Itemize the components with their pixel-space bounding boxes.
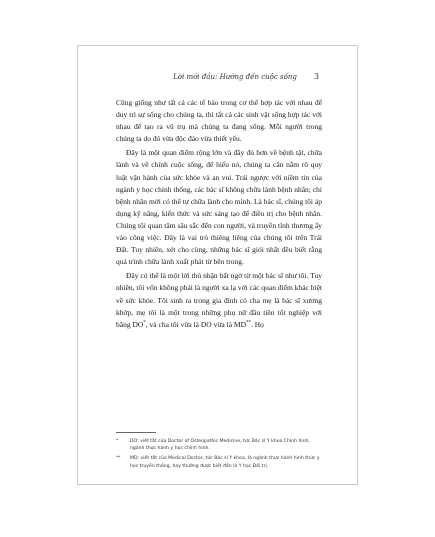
footnote-divider xyxy=(116,432,156,433)
paragraph-3-part-1: Đây có thể là một lời thú nhận bất ngờ từ một bác sĩ như tôi. Tuy nhiên, tôi vốn không phải là người xa lạ với các quan điểm khác biệt về sức khỏe. Tôi sinh ra trong gia đình có cha mẹ là bác sĩ xương khớp, mẹ tôi là một trong những phụ nữ đầu tiên tốt nghiệp với bằng DO xyxy=(116,271,322,329)
paragraph-3-part-2: , và cha tôi vừa là DO vừa là MD xyxy=(145,319,246,329)
footnote-text: MD: viết tắt của Medical Doctor, tức Bác sĩ Y khoa, là ngành thực hành hình thức y học truyền thống, hay thường được biết đến là Y học Đối trị. xyxy=(130,456,320,469)
book-page xyxy=(77,45,358,485)
body-text xyxy=(116,97,322,333)
paragraph-2: Đây là một quan điểm rộng lớn và đầy đủ hơn về bệnh tật, chữa lành và về chính cuộc sống, để hiểu nó, chúng ta cần nắm rõ quy luật vận hành của sức khỏe và an vui. Trái ngược với niềm tin của ngành y học chính thống, các bác sĩ không chữa lành bệnh nhân; chỉ bệnh nhân mới có thể tự chữa lành cho mình. Là bác sĩ, chúng tôi áp dụng kỹ năng, kiến thức và sức sáng tạo để điều trị cho bệnh nhân. Chúng tôi quan tâm sâu sắc đến con người, và truyền tình thương ấy vào công việc. Đây là vai trò thiêng liêng của chúng tôi trên Trái Đất. Tuy nhiên, xét cho cùng, những bác sĩ giỏi nhất đều biết rằng quá trình chữa lành xuất phát từ bên trong. xyxy=(116,148,322,267)
footnote-ref-2: ** xyxy=(245,320,251,326)
paragraph-1: Cũng giống như tất cả các tế bào trong cơ thể hợp tác với nhau để duy trì sự sống cho chúng ta, thì tất cả các sinh vật sống hợp tác với nhau để tạo ra vũ trụ mà chúng ta đang sống. Mỗi người trong chúng ta do đó vừa độc đáo vừa thiết yếu. xyxy=(116,98,322,144)
page-number: 3 xyxy=(314,72,320,81)
paragraph-3 xyxy=(116,270,322,330)
footnotes xyxy=(116,438,322,473)
footnote-ref-1: * xyxy=(143,320,146,326)
paragraph-3-part-3: . Họ xyxy=(250,319,264,329)
footnote-2 xyxy=(116,455,322,469)
footnote-text: DO: viết tắt của Doctor of Osteopathic Medicine, tức Bác sĩ Y khoa Chỉnh hình, ngành thực hành y học chỉnh hình. xyxy=(130,439,310,452)
running-head: Lời mới đầu: Hướng đến cuộc sống xyxy=(173,73,297,81)
footnote-1 xyxy=(116,438,322,452)
footnote-mark: ** xyxy=(116,456,121,462)
footnote-mark: * xyxy=(116,439,119,444)
